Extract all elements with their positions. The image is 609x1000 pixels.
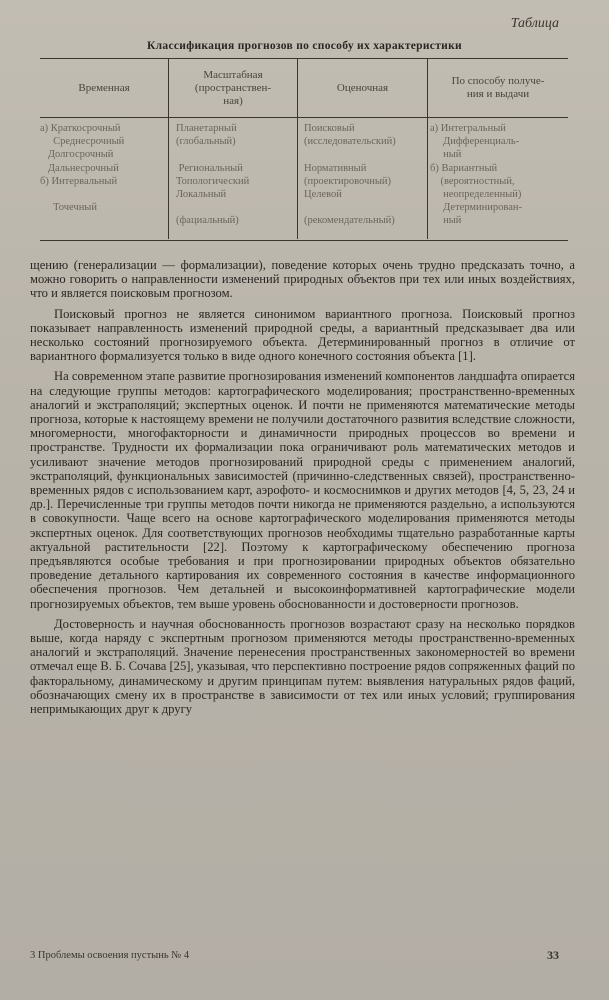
table-header-evaluative: Оценочная <box>336 81 389 94</box>
paragraph: щению (генерализации — формализации), поведение которых очень трудно предсказать точно, а можно говорить о направленности изменений природных объектов при тех или иных воздействиях, что и является поисковым прогнозом. <box>30 258 575 301</box>
table-header-scale: Масштабная (пространствен- ная) <box>194 68 272 107</box>
page-number: 33 <box>547 948 559 962</box>
body-text <box>30 258 575 716</box>
table-cell-evaluative: Поисковый (исследовательский) Нормативный (проектировочный) Целевой (рекомендательный) <box>304 123 396 227</box>
paragraph: На современном этапе развитие прогнозирования изменений компонентов ландшафта опирается на следующие группы методов: картографического моделирования; пространственно-временных аналогий и экстраполяций; экспертных оценок. И почти не применяются математические методы прогноза, которые к настоящему времени не получили достаточного развития вследствие сложности, многомерности, многофакторности и динамичности природных процессов во времени и пространстве. Трудности их формализации пока ограничивают роль математических методов и усиливают значение методов прогнозирований природной среды с применением аналогий, экстраполяций, функциональных зависимостей (причинно-следственных связей), пространственно-временных рядов с использованием карт, аэрофото- и космоснимков и других методов [4, 5, 23, 24 и др.]. Перечисленные три группы методов почти никогда не применяются раздельно, а используются в совокупности. Чаще всего на основе картографического моделирования применяются методы экспертных оценок. Для соответствующих прогнозов необходимы тщательно разработанные карты актуальной растительности [22]. Поэтому к картографическому обеспечению прогноза предъявляются особые требования и при прогнозировании природных объектов обязательно проведение детального картирования их современного состояния в качестве информационного обеспечения прогнозов. Чем детальней и высокоинформативней картографические модели прогнозируемых объектов, тем выше уровень обоснованности и достоверности прогнозов. <box>30 369 575 611</box>
table-top-rule <box>40 58 568 59</box>
table-header-rule <box>40 117 568 118</box>
paragraph: Поисковый прогноз не является синонимом вариантного прогноза. Поисковый прогноз показывает направленность изменений природной среды, а вариантный предсказывает два или несколько состояний прогнозируемого объекта. Детерминированный прогноз в отличие от вариантного формализуется только в виде одного конечного состояния объекта [1]. <box>30 306 575 364</box>
table-bottom-rule <box>40 240 568 241</box>
table-header-method: По способу получе- ния и выдачи <box>451 75 545 100</box>
footer-journal: 3 Проблемы освоения пустынь № 4 <box>30 950 190 961</box>
table-cell-temporal: а) Краткосрочный Среднесрочный Долгосрочный Дальнесрочный б) Интервальный Точечный <box>40 123 125 214</box>
table-cell-scale: Планетарный (глобальный) Региональный Топологический Локальный (фациальный) <box>176 123 250 227</box>
table-cell-method: а) Интегральный Дифференциаль- ный б) Вариантный (вероятностный, неопределенный) Детерминирован- ный <box>430 123 523 227</box>
table-header-temporal: Временная <box>78 81 130 94</box>
table-label: Таблица <box>510 16 559 31</box>
table-title: Классификация прогнозов по способу их характеристики <box>147 40 462 52</box>
paragraph: Достоверность и научная обоснованность прогнозов возрастают сразу на несколько порядков выше, когда наряду с экспертным прогнозом применяются методы пространственно-временных аналогий и экстраполяций. Значение перенесения пространственных закономерностей во времени отмечал еще В. Б. Сочава [25], указывая, что перспективно построение рядов сопряженных фаций по факторальному, динамическому и другим принципам путем: выявления натуральных рядов фаций, обозначающих смену их в пространстве в зависимости от тех или иных условий; группирования непримыкающих друг к другу <box>30 616 575 717</box>
